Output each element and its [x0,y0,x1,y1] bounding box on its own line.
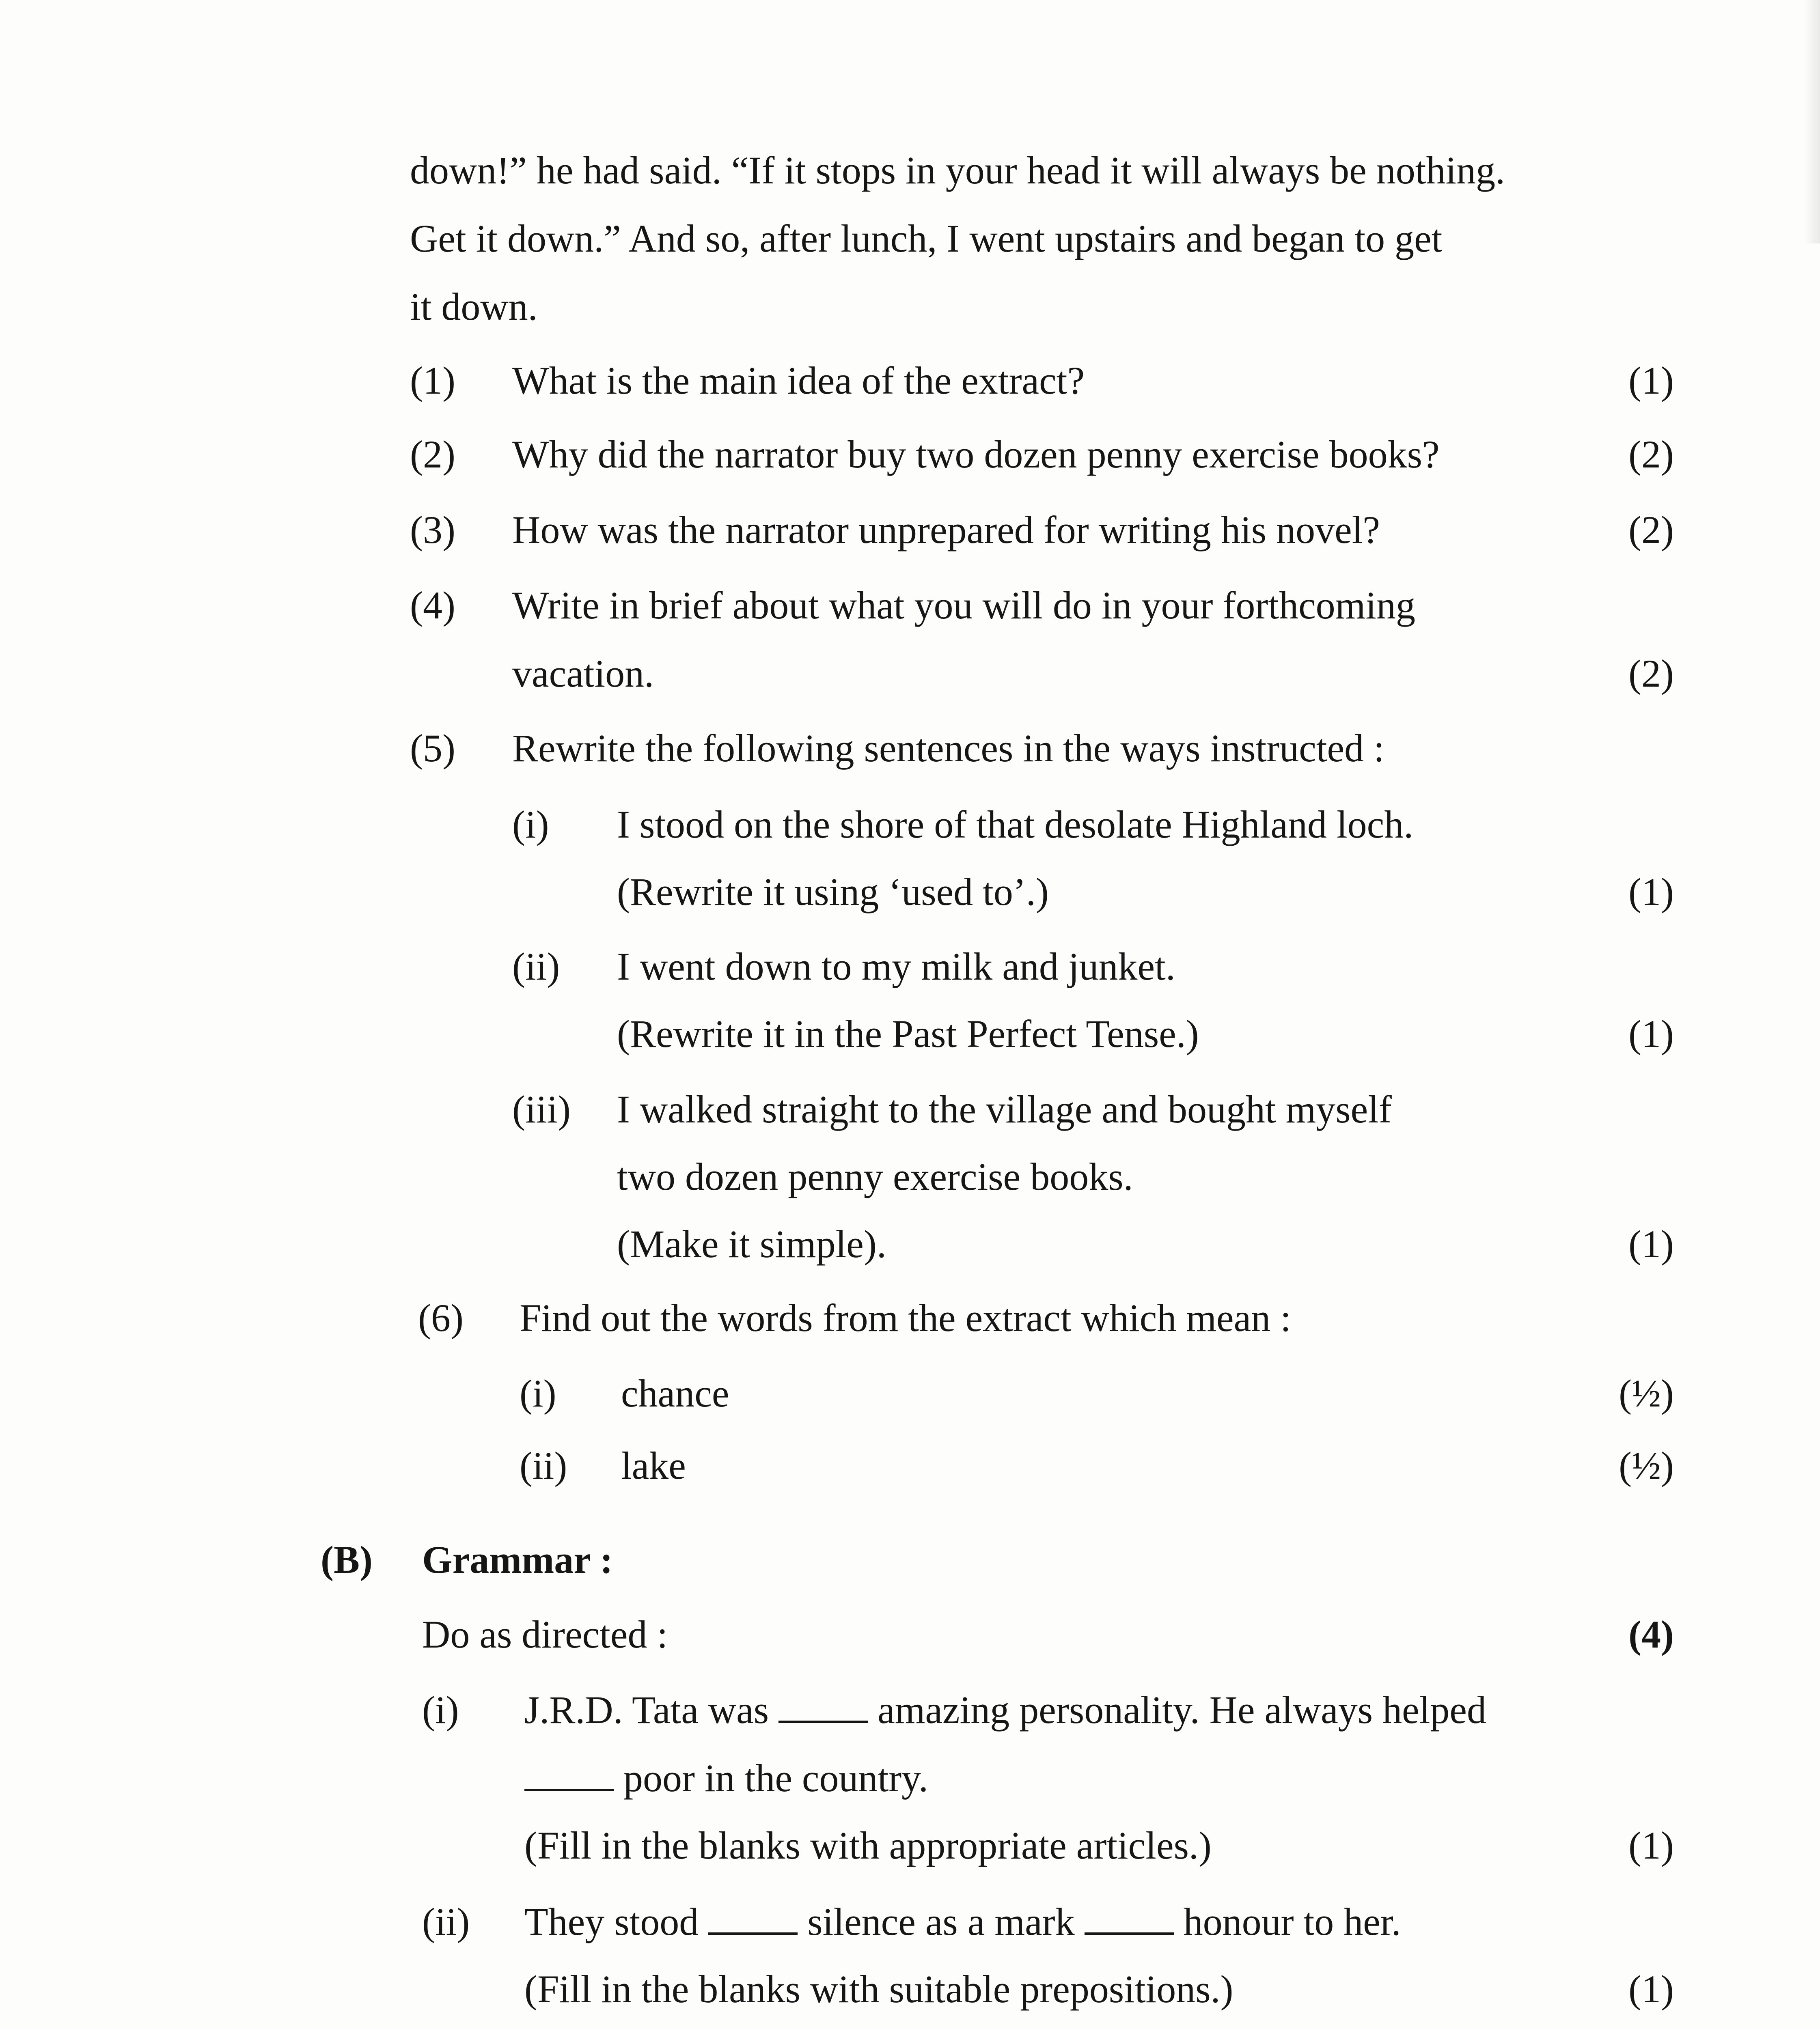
grammar-text-ii-part-a: They stood [524,1900,699,1943]
grammar-text-i-part-a: J.R.D. Tata was [524,1688,769,1732]
article-blank-2 [524,1789,614,1791]
question-number-2: (2) [410,433,455,476]
grammar-marks-i: (1) [1628,1824,1674,1867]
section-b-title: Grammar : [422,1538,613,1581]
section-b-marks: (4) [1628,1613,1674,1656]
rewrite-text-iii-line-2: two dozen penny exercise books. [617,1155,1133,1198]
rewrite-text-i-line-1: I stood on the shore of that desolate Highland loch. [617,803,1414,846]
question-marks-4: (2) [1628,652,1674,695]
word-number-ii: (ii) [520,1444,567,1487]
grammar-text-i-line-2 [524,1756,928,1800]
grammar-marks-ii: (1) [1628,1967,1674,2011]
question-text-5: Rewrite the following sentences in the ways instructed : [512,726,1384,770]
question-number-3: (3) [410,508,455,551]
grammar-number-ii: (ii) [422,1900,470,1943]
grammar-text-ii-part-c: honour to her. [1183,1900,1401,1943]
rewrite-text-ii-line-2: (Rewrite it in the Past Perfect Tense.) [617,1012,1199,1055]
rewrite-text-iii-line-3: (Make it simple). [617,1222,886,1266]
word-marks-i: (½) [1619,1372,1674,1415]
grammar-number-i: (i) [422,1688,459,1732]
rewrite-text-iii-line-1: I walked straight to the village and bought myself [617,1088,1392,1131]
question-text-3: How was the narrator unprepared for writing his novel? [512,508,1380,551]
grammar-text-ii-part-b: silence as a mark [807,1900,1075,1943]
grammar-text-i-part-b: amazing personality. He always helped [878,1688,1487,1732]
word-text-ii: lake [621,1444,686,1487]
question-text-6: Find out the words from the extract which mean : [520,1296,1291,1340]
rewrite-marks-i: (1) [1628,870,1674,913]
article-blank-1 [778,1721,868,1723]
question-number-4: (4) [410,584,455,627]
section-b-instruction: Do as directed : [422,1613,668,1656]
word-number-i: (i) [520,1372,556,1415]
preposition-blank-1 [708,1932,798,1935]
rewrite-marks-iii: (1) [1628,1222,1674,1266]
grammar-text-i-part-c: poor in the country. [623,1756,928,1800]
question-marks-3: (2) [1628,508,1674,551]
grammar-text-i-line-3: (Fill in the blanks with appropriate articles.) [524,1824,1212,1867]
preposition-blank-2 [1085,1932,1174,1935]
rewrite-number-ii: (ii) [512,945,560,988]
question-marks-1: (1) [1628,359,1674,402]
question-number-1: (1) [410,359,455,402]
question-text-1: What is the main idea of the extract? [512,359,1085,402]
word-text-i: chance [621,1372,729,1415]
passage-line-2: Get it down.” And so, after lunch, I went upstairs and began to get [410,217,1443,260]
question-text-4-line-1: Write in brief about what you will do in your forthcoming [512,584,1416,627]
question-number-5: (5) [410,726,455,770]
question-marks-2: (2) [1628,433,1674,476]
passage-line-1: down!” he had said. “If it stops in your head it will always be nothing. [410,149,1505,192]
rewrite-text-ii-line-1: I went down to my milk and junket. [617,945,1175,988]
rewrite-text-i-line-2: (Rewrite it using ‘used to’.) [617,870,1049,913]
question-number-6: (6) [418,1296,464,1340]
word-marks-ii: (½) [1619,1444,1674,1487]
section-b-label: (B) [321,1538,373,1581]
page-edge-shadow [1804,0,1820,243]
rewrite-number-iii: (iii) [512,1088,571,1131]
question-text-2: Why did the narrator buy two dozen penny exercise books? [512,433,1440,476]
question-text-4-line-2: vacation. [512,652,654,695]
grammar-text-ii-line-2: (Fill in the blanks with suitable prepositions.) [524,1967,1233,2011]
rewrite-marks-ii: (1) [1628,1012,1674,1055]
grammar-text-ii-line-1 [524,1902,1401,1941]
rewrite-number-i: (i) [512,803,549,846]
passage-line-3: it down. [410,285,538,328]
grammar-text-i-line-1 [524,1688,1487,1732]
